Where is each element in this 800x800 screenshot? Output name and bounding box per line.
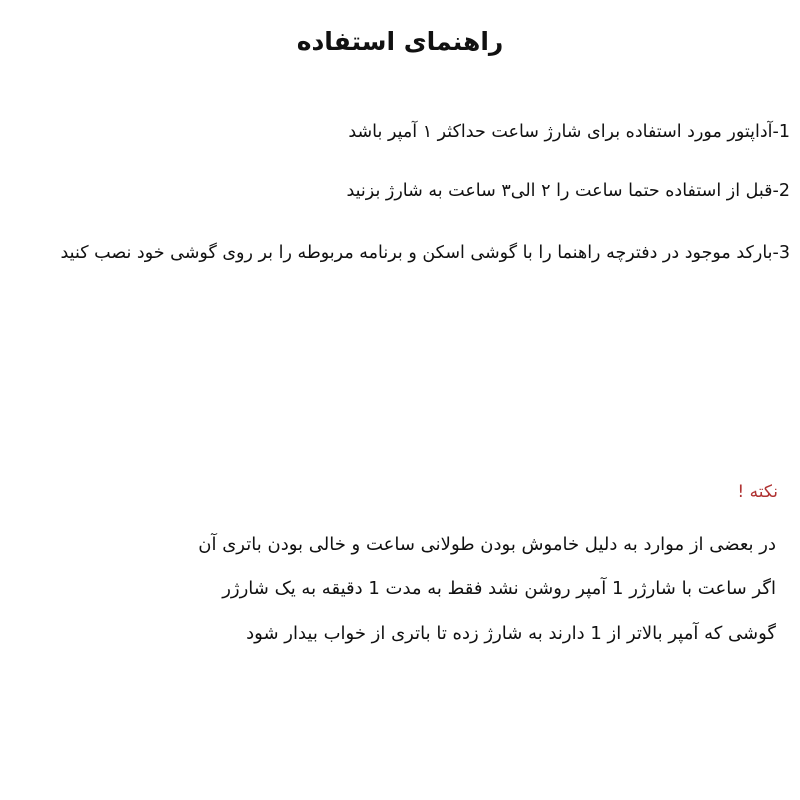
note-line-2: اگر ساعت با شارژر 1 آمپر روشن نشد فقط به مدت 1 دقیقه به یک شارژر [222,578,776,599]
note-heading: نکته ! [737,482,778,502]
instruction-step-1: 1-آداپتور مورد استفاده برای شارژ ساعت حداکثر ۱ آمپر باشد [348,122,790,142]
instruction-step-2: 2-قبل از استفاده حتما ساعت را ۲ الی۳ ساعت به شارژ بزنید [346,181,790,201]
page-title: راهنمای استفاده [296,27,504,56]
note-line-1: در بعضی از موارد به دلیل خاموش بودن طولانی ساعت و خالی بودن باتری آن [198,534,776,555]
note-line-3: گوشی که آمپر بالاتر از 1 دارند به شارژ زده تا باتری از خواب بیدار شود [246,623,776,644]
instruction-step-3: 3-بارکد موجود در دفترچه راهنما را با گوشی اسکن و برنامه مربوطه را بر روی گوشی خود نصب کنید [60,243,790,263]
